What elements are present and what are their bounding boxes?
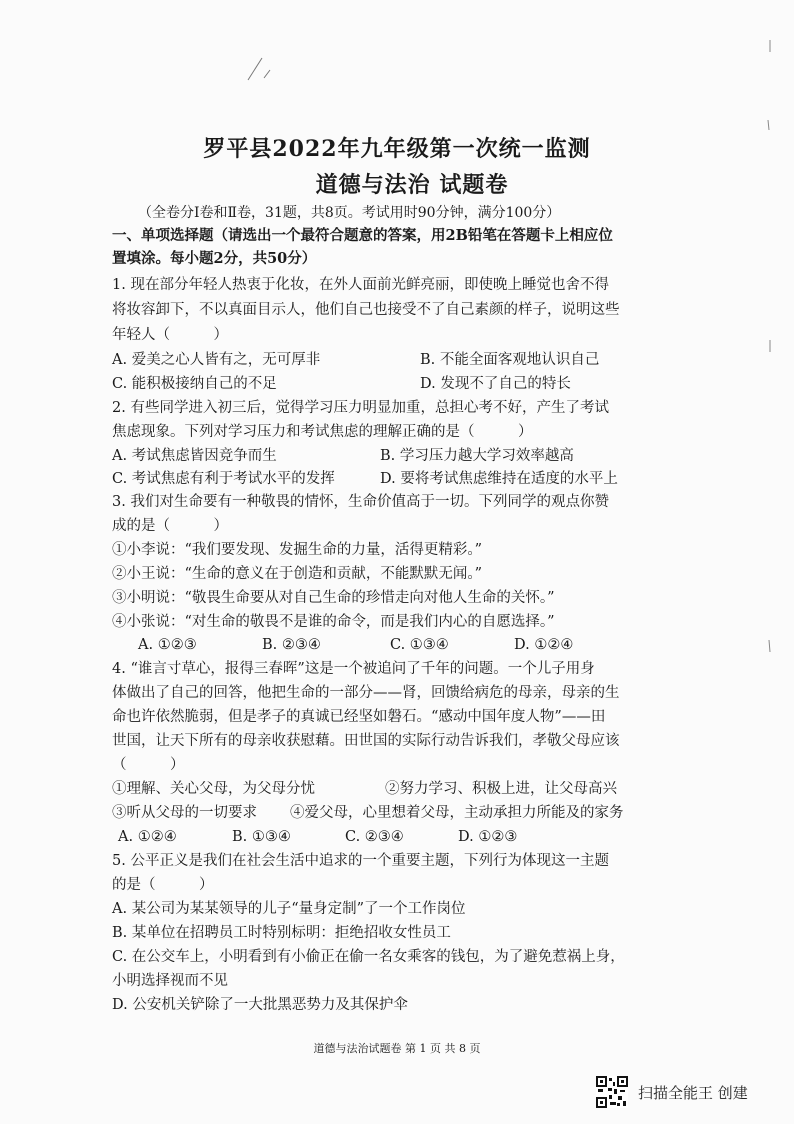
qr-code-icon xyxy=(596,1076,628,1108)
q2-line: 2. 有些同学进入初三后，觉得学习压力明显加重，总担心考不好，产生了考试 xyxy=(112,400,609,416)
q4-option-d: D. ①②③ xyxy=(458,829,518,845)
exam-title: 罗平县2022年九年级第一次统一监测 xyxy=(203,136,591,162)
q2-option-b: B. 学习压力越大学习效率越高 xyxy=(380,448,574,464)
q4-option-a: A. ①②④ xyxy=(118,829,177,845)
section-heading-cont: 置填涂。每小题2分，共50分） xyxy=(112,250,317,267)
q3-option-b: B. ②③④ xyxy=(262,637,321,653)
q4-line: 命也许依然脆弱，但是孝子的真诚已经坚如磐石。“感动中国年度人物”——田 xyxy=(112,709,606,725)
q3-statement-3: ③小明说：“敬畏生命要从对自己生命的珍惜走向对他人生命的关怀。” xyxy=(112,590,555,606)
q2-line: 焦虑现象。下列对学习压力和考试焦虑的理解正确的是（ ） xyxy=(112,424,533,440)
q5-option-b: B. 某单位在招聘员工时特别标明：拒绝招收女性员工 xyxy=(112,925,451,941)
section-heading: 一、单项选择题（请选出一个最符合题意的答案，用2B铅笔在答题卡上相应位 xyxy=(112,227,613,244)
q3-option-c: C. ①③④ xyxy=(390,637,449,653)
q4-line: 体做出了自己的回答，他把生命的一部分——肾，回馈给病危的母亲，母亲的生 xyxy=(112,685,620,701)
q1-line: 将妆容卸下，不以真面目示人，他们自己也接受不了自己素颜的样子，说明这些 xyxy=(112,302,620,318)
q2-option-d: D. 要将考试焦虑维持在适度的水平上 xyxy=(380,471,618,487)
q2-option-c: C. 考试焦虑有利于考试水平的发挥 xyxy=(112,471,335,487)
q2-option-a: A. 考试焦虑皆因竞争而生 xyxy=(112,448,277,464)
q1-option-d: D. 发现不了自己的特长 xyxy=(420,376,571,392)
q1-option-a: A. 爱美之心人皆有之，无可厚非 xyxy=(112,352,321,368)
q5-line: 的是（ ） xyxy=(112,877,214,893)
q3-statement-4: ④小张说：“对生命的敬畏不是谁的命令，而是我们内心的自愿选择。” xyxy=(112,614,555,630)
q3-line: 3. 我们对生命要有一种敬畏的情怀，生命价值高于一切。下列同学的观点你赞 xyxy=(112,494,609,510)
q3-option-a: A. ①②③ xyxy=(138,637,197,653)
q4-statement-2: ②努力学习、积极上进，让父母高兴 xyxy=(385,781,617,797)
q5-option-c-cont: 小明选择视而不见 xyxy=(112,973,228,989)
q4-line: 世国，让天下所有的母亲收获慰藉。田世国的实际行动告诉我们，孝敬父母应该 xyxy=(112,733,620,749)
q5-option-a: A. 某公司为某某领导的儿子“量身定制”了一个工作岗位 xyxy=(112,901,466,917)
q5-option-d: D. 公安机关铲除了一大批黑恶势力及其保护伞 xyxy=(112,997,408,1013)
q5-line: 5. 公平正义是我们在社会生活中追求的一个重要主题，下列行为体现这一主题 xyxy=(112,853,609,869)
q4-line: 4. “谁言寸草心，报得三春晖”这是一个被追问了千年的问题。一个儿子用身 xyxy=(112,661,595,677)
q3-line: 成的是（ ） xyxy=(112,518,228,534)
q4-statement-1: ①理解、关心父母，为父母分忧 xyxy=(112,781,315,797)
exam-subtitle: 道德与法治 试题卷 xyxy=(315,172,509,198)
q3-statement-1: ①小李说：“我们要发现、发掘生命的力量，活得更精彩。” xyxy=(112,542,483,558)
q5-option-c: C. 在公交车上，小明看到有小偷正在偷一名女乘客的钱包，为了避免惹祸上身， xyxy=(112,949,625,965)
page-footer: 道德与法治试题卷 第 1 页 共 8 页 xyxy=(313,1042,481,1055)
q4-statement-3: ③听从父母的一切要求 xyxy=(112,805,257,821)
scan-mark xyxy=(240,50,280,90)
q1-option-c: C. 能积极接纳自己的不足 xyxy=(112,376,277,392)
q3-option-d: D. ①②④ xyxy=(514,637,574,653)
q1-option-b: B. 不能全面客观地认识自己 xyxy=(420,352,600,368)
q4-option-c: C. ②③④ xyxy=(345,829,404,845)
scanner-watermark: 扫描全能王 创建 xyxy=(638,1084,748,1102)
q4-option-b: B. ①③④ xyxy=(232,829,291,845)
q1-line: 1. 现在部分年轻人热衷于化妆，在外人面前光鲜亮丽，即使晚上睡觉也舍不得 xyxy=(112,277,609,293)
q3-statement-2: ②小王说：“生命的意义在于创造和贡献，不能默默无闻。” xyxy=(112,566,483,582)
exam-note: （全卷分Ⅰ卷和Ⅱ卷，31题，共8页。考试用时90分钟，满分100分） xyxy=(138,205,561,221)
q1-line: 年轻人（ ） xyxy=(112,327,228,343)
q4-statement-4: ④爱父母，心里想着父母，主动承担力所能及的家务 xyxy=(290,805,624,821)
q4-line: （ ） xyxy=(112,757,185,773)
